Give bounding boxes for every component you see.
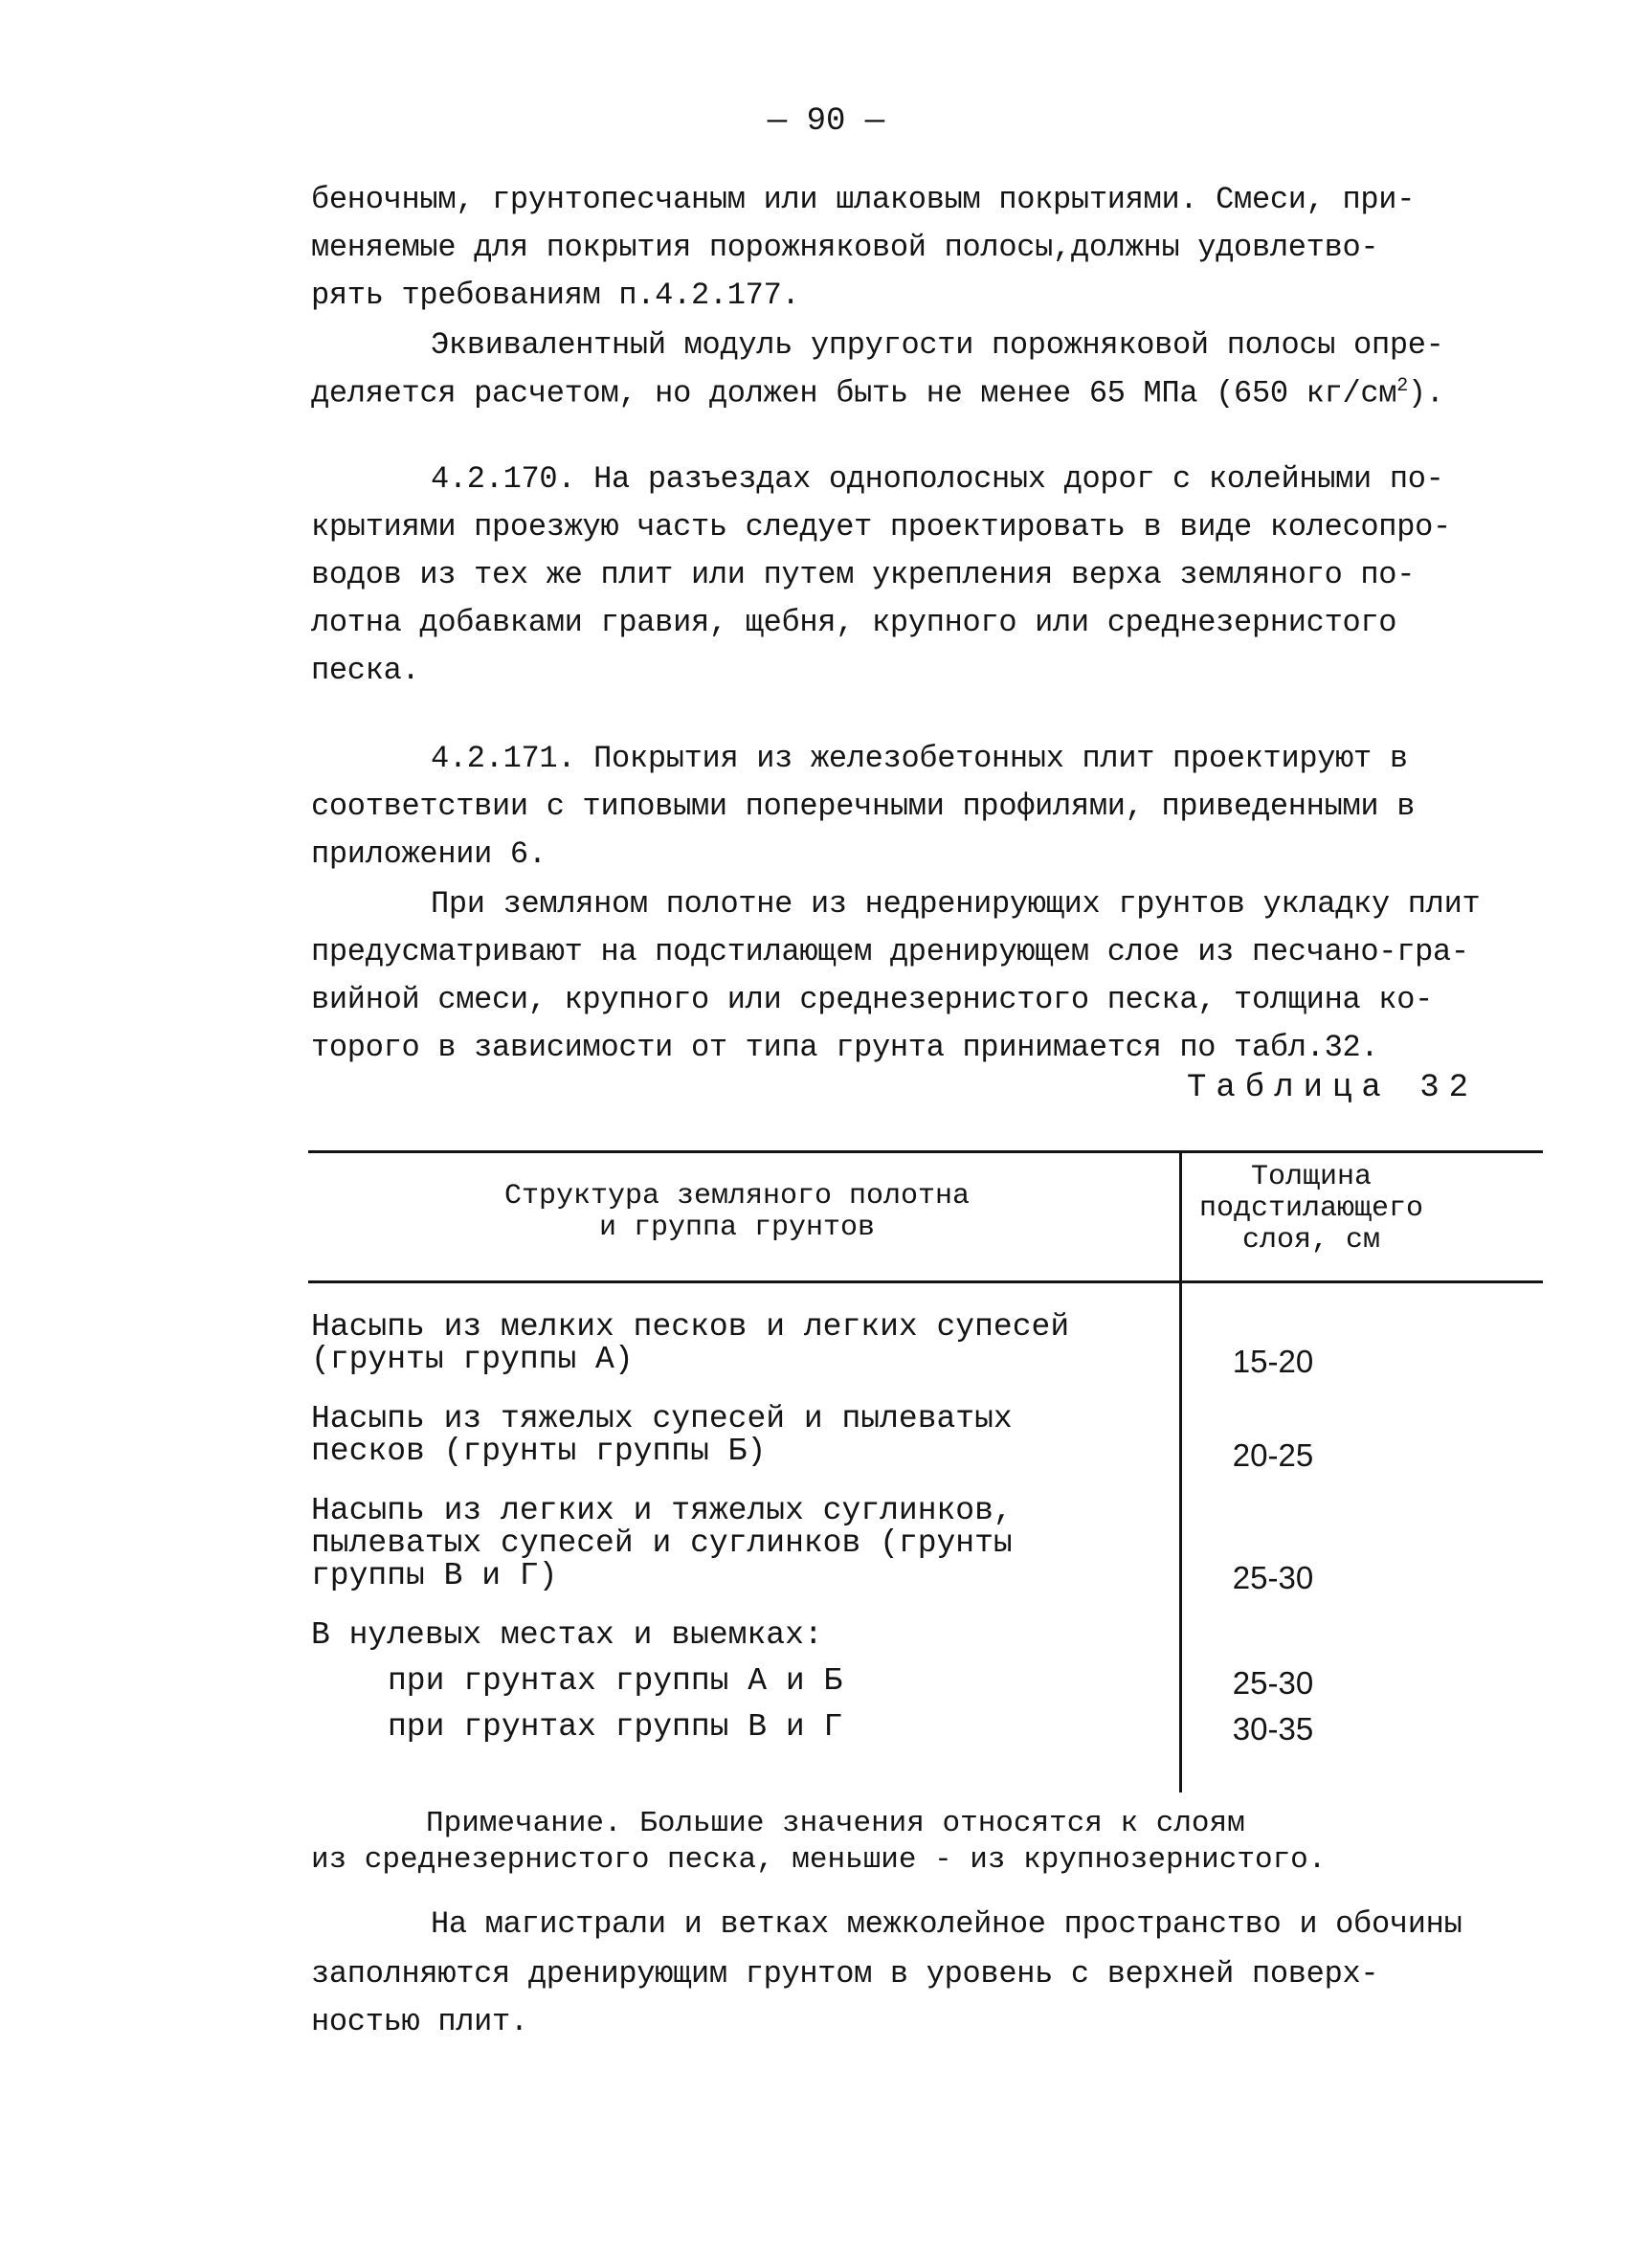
text-line: водов из тех же плит или путем укрепления верха земляного по- bbox=[311, 557, 1416, 592]
text-line: При земляном полотне из недренирующих грунтов укладку плит bbox=[431, 886, 1481, 922]
text-line: 4.2.170. На разъездах однополосных дорог с колейными по- bbox=[431, 461, 1444, 497]
text-line: предусматривают на подстилающем дренирующем слое из песчано-гра- bbox=[311, 934, 1469, 969]
text-line: лотна добавками гравия, щебня, крупного или среднезернистого bbox=[311, 605, 1397, 640]
table-row-value: 15-20 bbox=[1232, 1344, 1314, 1379]
table-row-structure: Насыпь из тяжелых супесей и пылеватых песков (грунты группы Б) bbox=[311, 1401, 1013, 1469]
text-line: ностью плит. bbox=[311, 2004, 528, 2039]
table-header-structure: Структура земляного полотна и группа грунтов bbox=[503, 1180, 971, 1244]
table-row-structure: Насыпь из легких и тяжелых суглинков, пылеватых супесей и суглинков (грунты группы В и Г) bbox=[311, 1493, 1013, 1593]
table-row-value: 30-35 bbox=[1232, 1711, 1314, 1747]
text-line: заполняются дренирующим грунтом в уровень с верхней поверх- bbox=[311, 1956, 1379, 1992]
text-line: крытиями проезжую часть следует проектировать в виде колесопро- bbox=[311, 509, 1451, 545]
text-line: песка. bbox=[311, 653, 420, 688]
table-note: из среднезернистого песка, меньшие - из крупнозернистого. bbox=[311, 1843, 1327, 1877]
table-header-thickness: Толщина подстилающего слоя, см bbox=[1198, 1161, 1424, 1257]
table-subrow-label: при грунтах группы А и Б bbox=[388, 1663, 843, 1699]
table-caption: Таблица 32 bbox=[1187, 1070, 1479, 1106]
text-line: меняемые для покрытия порожняковой полосы,должны удовлетво- bbox=[311, 230, 1379, 265]
page-number: — 90 — bbox=[767, 103, 885, 140]
table-group-label: В нулевых местах и выемках: bbox=[311, 1617, 823, 1653]
table-top-rule bbox=[308, 1150, 1543, 1153]
text-line: соответствии с типовыми поперечными профилями, приведенными в bbox=[311, 789, 1416, 824]
text-line: вийной смеси, крупного или среднезернистого песка, толщина ко- bbox=[311, 982, 1433, 1017]
table-row-value: 25-30 bbox=[1232, 1665, 1314, 1701]
text-line: беночным, грунтопесчаным или шлаковым покрытиями. Смеси, при- bbox=[311, 182, 1416, 217]
text-line: Эквивалентный модуль упругости порожняковой полосы опре- bbox=[431, 327, 1444, 363]
text-line: деляется расчетом, но должен быть не менее 65 МПа (650 $кг/см^2$). bbox=[311, 375, 1444, 412]
text-line: 4.2.171. Покрытия из железобетонных плит проектируют в bbox=[431, 741, 1408, 776]
table-subrow-label: при грунтах группы В и Г bbox=[388, 1709, 843, 1745]
superscript: 2 bbox=[1396, 375, 1408, 397]
text-line: рять требованиям п.4.2.177. bbox=[311, 278, 800, 313]
text-line: приложении 6. bbox=[311, 836, 547, 872]
text-line: торого в зависимости от типа грунта принимается по табл.32. bbox=[311, 1030, 1379, 1065]
table-row-structure: Насыпь из мелких песков и легких супесей (грунты группы А) bbox=[311, 1309, 1070, 1377]
table-row-value: 25-30 bbox=[1232, 1560, 1314, 1595]
table-header-rule bbox=[308, 1280, 1543, 1283]
text-line: На магистрали и ветках межколейное пространство и обочины bbox=[431, 1906, 1462, 1942]
table-row-value: 20-25 bbox=[1232, 1437, 1314, 1473]
table-note: Примечание. Большие значения относятся к слоям bbox=[426, 1807, 1245, 1840]
table-column-divider bbox=[1179, 1153, 1182, 1792]
